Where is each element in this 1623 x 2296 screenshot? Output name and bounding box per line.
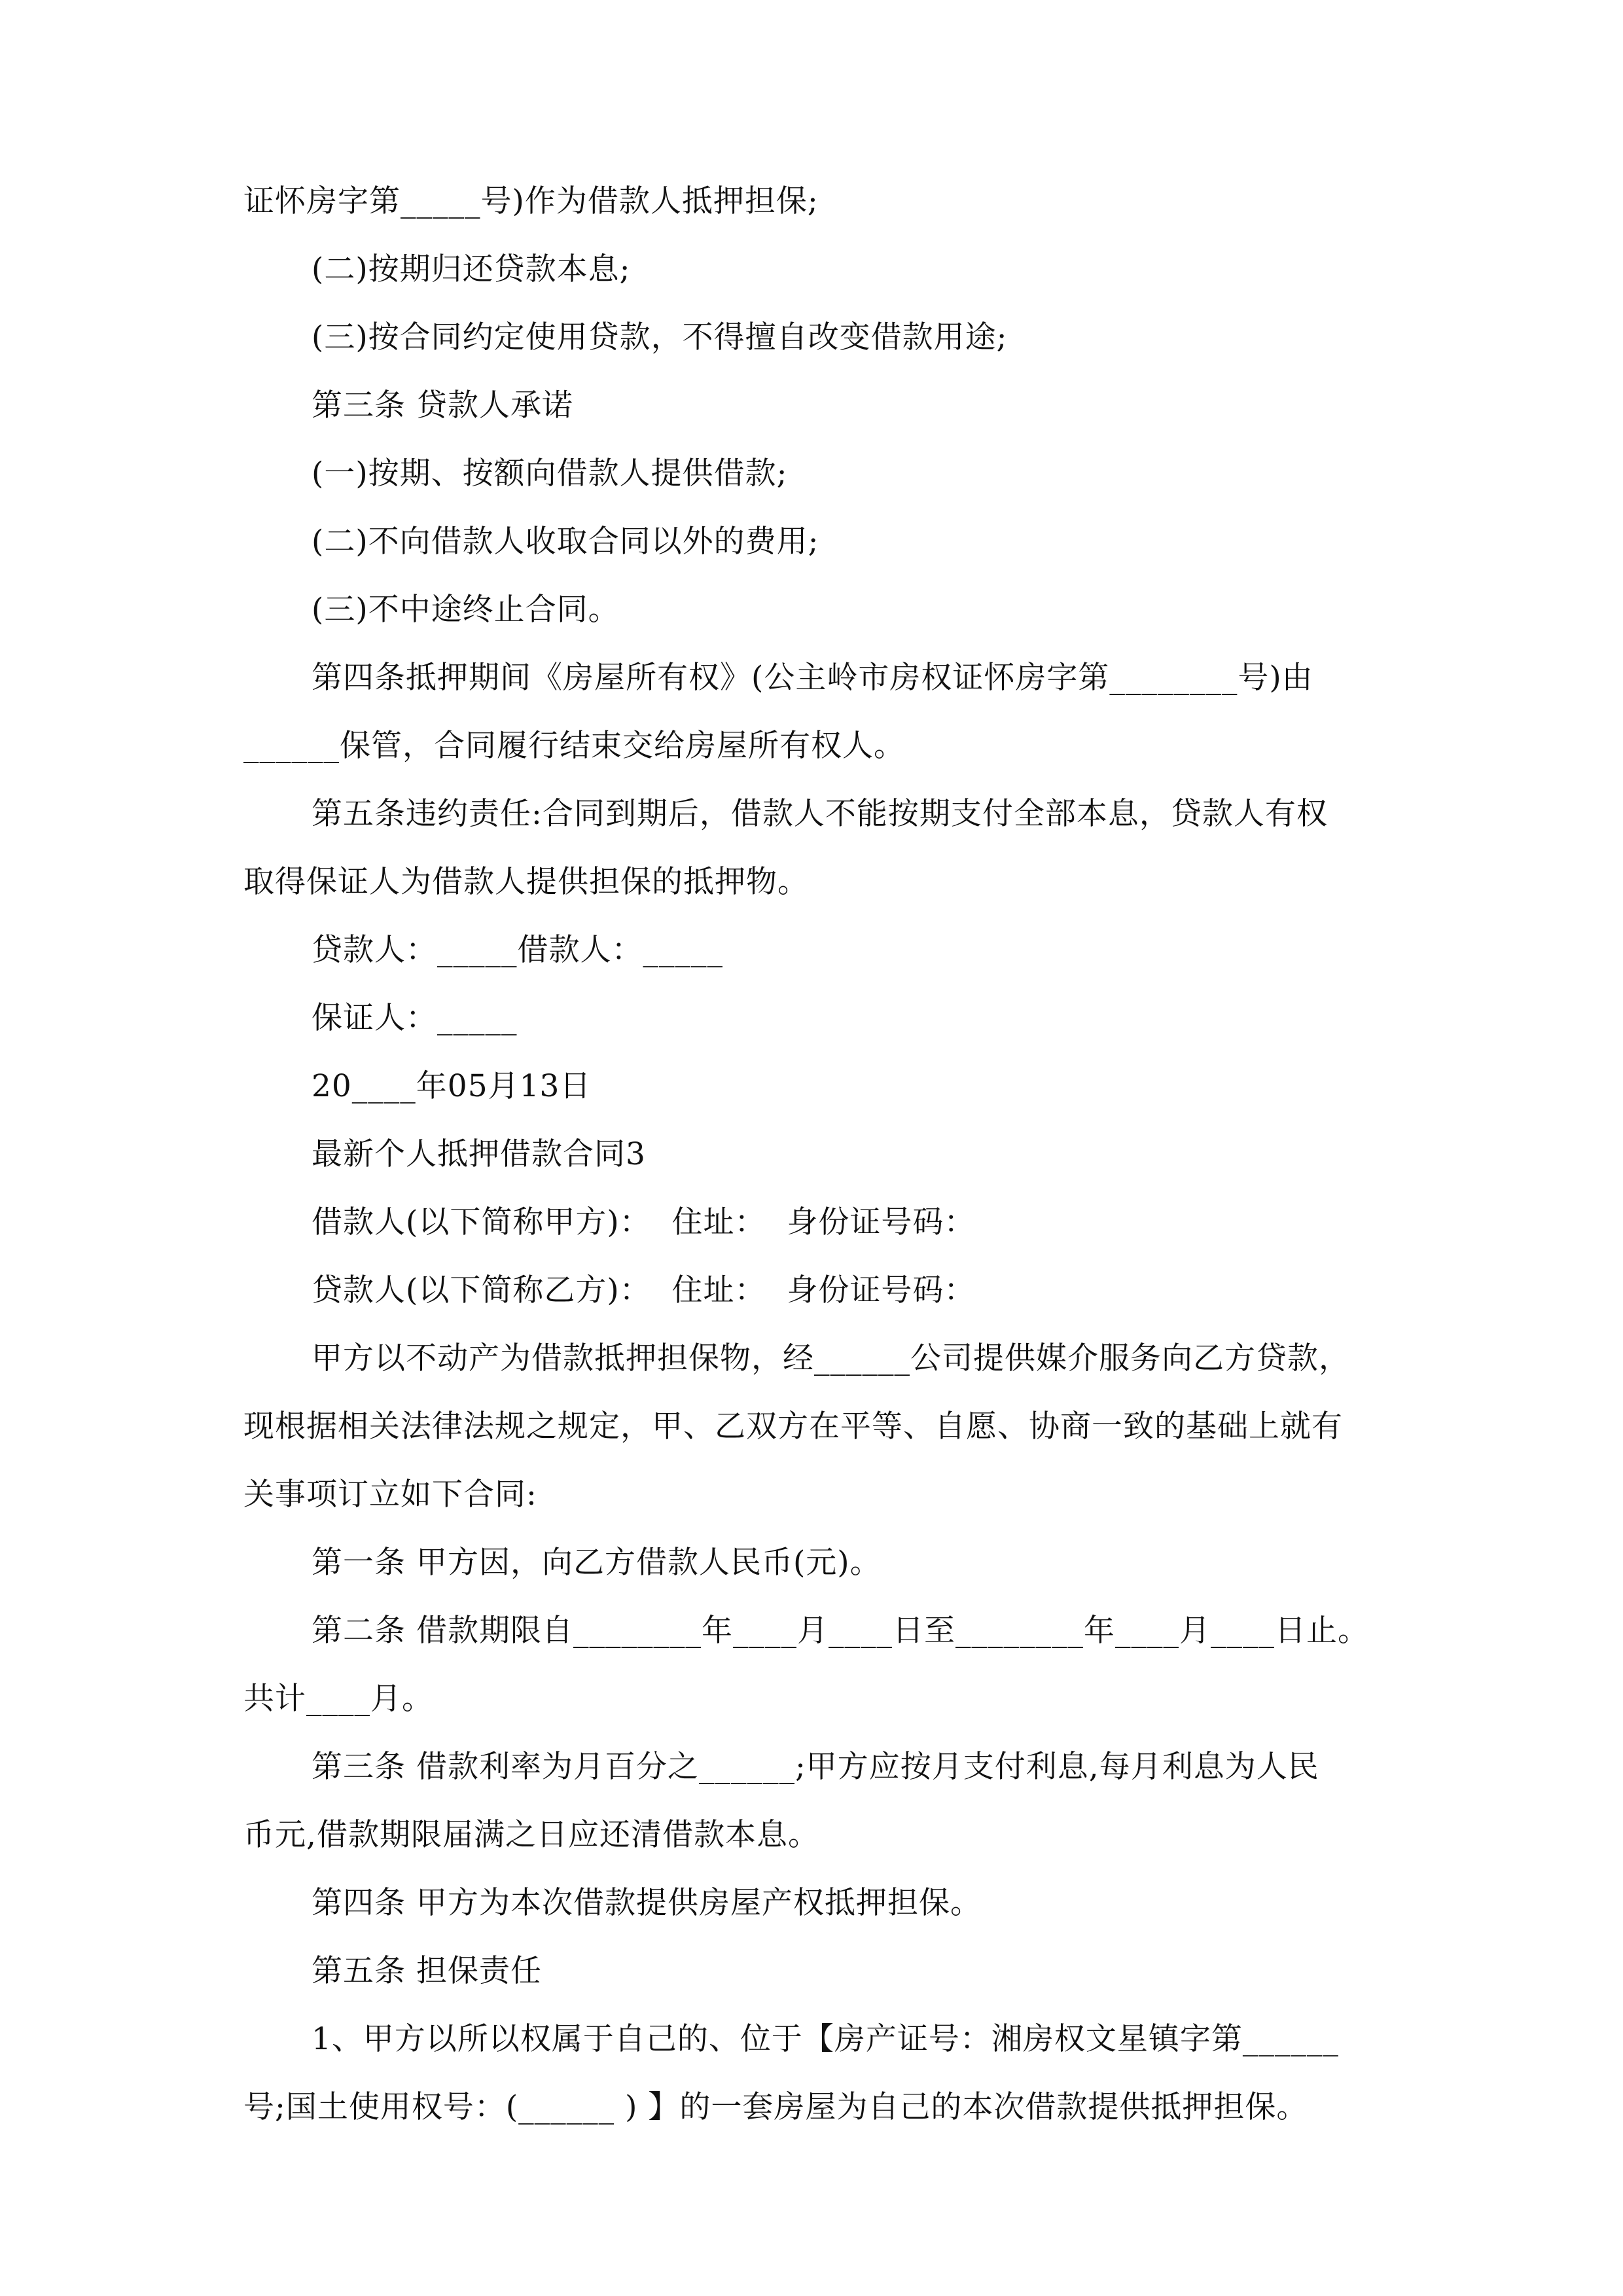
document-title: 最新个人抵押借款合同3 (312, 1136, 646, 1172)
clause-line: 第二条 借款期限自________年____月____日至________年____月____日止。 (312, 1613, 1369, 1649)
text-line: 证怀房字第_____号)作为借款人抵押担保; (243, 183, 819, 219)
text-line: (三)不中途终止合同。 (312, 592, 620, 628)
date-line: 20____年05月13日 (312, 1068, 592, 1104)
text-line: 甲方以不动产为借款抵押担保物，经______公司提供媒介服务向乙方贷款， (312, 1340, 1350, 1376)
text-line: 第四条抵押期间《房屋所有权》(公主岭市房权证怀房字第________号)由 (312, 660, 1313, 696)
text-line: 关事项订立如下合同: (243, 1477, 537, 1513)
signature-line: 贷款人：_____借款人：_____ (312, 932, 723, 968)
clause-line: 第三条 借款利率为月百分之______;甲方应按月支付利息,每月利息为人民 (312, 1749, 1319, 1785)
text-line: (二)按期归还贷款本息; (312, 251, 631, 287)
clause-line: 第五条 担保责任 (312, 1953, 542, 1989)
signature-line: 保证人：_____ (312, 1000, 518, 1036)
text-line: 取得保证人为借款人提供担保的抵押物。 (243, 864, 809, 900)
text-line: 1、甲方以所以权属于自己的、位于【房产证号：湘房权文星镇字第______ (312, 2021, 1339, 2057)
text-line: 现根据相关法律法规之规定，甲、乙双方在平等、自愿、协商一致的基础上就有 (243, 1408, 1343, 1444)
text-line: (一)按期、按额向借款人提供借款; (312, 456, 788, 492)
text-line: 币元,借款期限届满之日应还清借款本息。 (243, 1817, 819, 1853)
text-line: (三)按合同约定使用贷款，不得擅自改变借款用途; (312, 319, 1008, 355)
text-line: 号;国土使用权号：(______ ) 】的一套房屋为自己的本次借款提供抵押担保。 (243, 2089, 1308, 2125)
clause-line: 第四条 甲方为本次借款提供房屋产权抵押担保。 (312, 1885, 982, 1921)
clause-line: 第一条 甲方因，向乙方借款人民币(元)。 (312, 1545, 882, 1581)
text-line: 第五条违约责任:合同到期后，借款人不能按期支付全部本息，贷款人有权 (312, 796, 1328, 832)
party-line: 借款人(以下简称甲方)： 住址： 身份证号码： (312, 1204, 976, 1240)
text-line: (二)不向借款人收取合同以外的费用; (312, 524, 819, 560)
text-line: ______保管，合同履行结束交给房屋所有权人。 (243, 728, 905, 764)
text-line: 共计____月。 (243, 1681, 433, 1717)
document-body (243, 168, 1382, 2142)
party-line: 贷款人(以下简称乙方)： 住址： 身份证号码： (312, 1272, 976, 1308)
section-heading: 第三条 贷款人承诺 (312, 387, 573, 423)
